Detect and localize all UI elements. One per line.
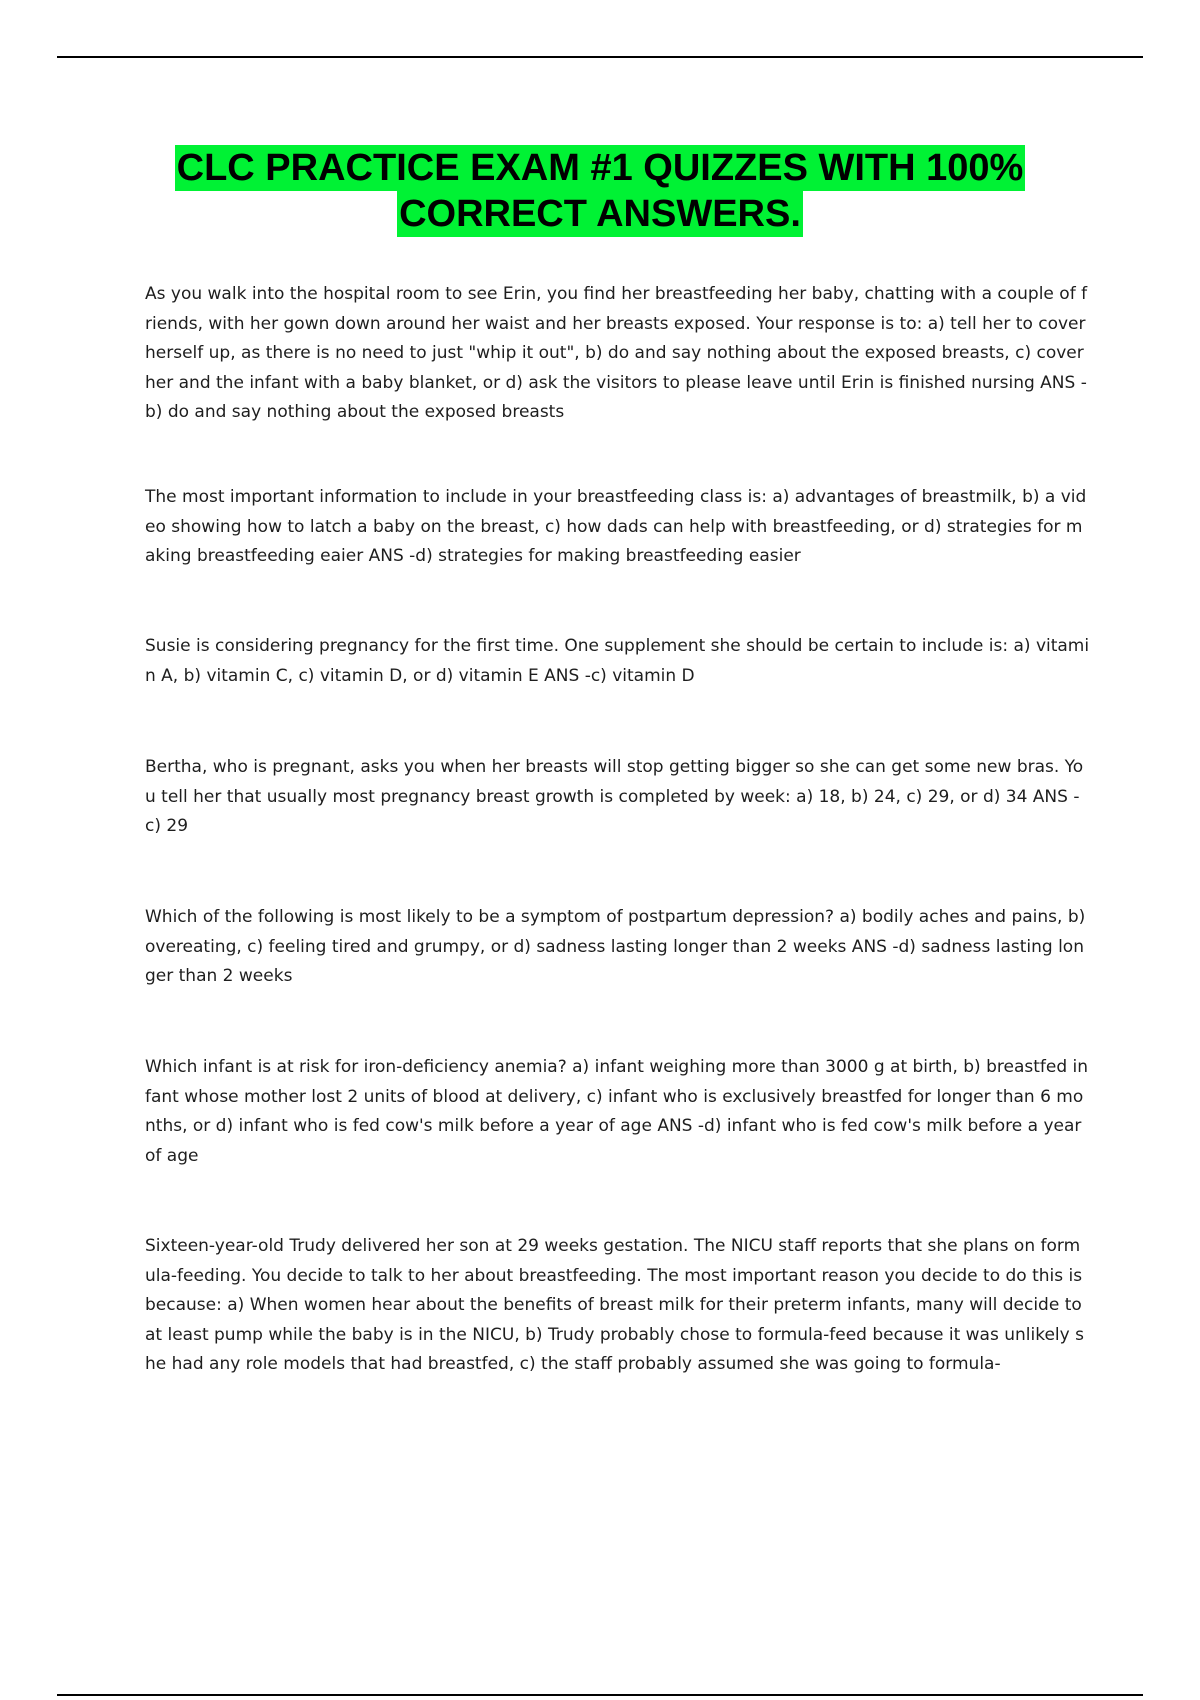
question-5: Which of the following is most likely to be a symptom of postpartum depression? a) bodily aches and pains, b) overeating, c) feeling tired and grumpy, or d) sadness lasting longer than 2 weeks ANS -d) sadness lasting longer than 2 weeks	[145, 907, 1091, 986]
top-divider	[57, 56, 1143, 58]
bottom-divider	[57, 1694, 1143, 1696]
question-2: The most important information to include in your breastfeeding class is: a) advantages of breastmilk, b) a video showing how to latch a baby on the breast, c) how dads can help with breastfeeding, or d) strategies for making breastfeeding eaier ANS -d) strategies for making breastfeeding easier	[145, 487, 1087, 566]
question-6: Which infant is at risk for iron-deficiency anemia? a) infant weighing more than 3000 g at birth, b) breastfed infant whose mother lost 2 units of blood at delivery, c) infant who is exclusively breastfed for longer than 6 months, or d) infant who is fed cow's milk before a year of age ANS -d) infant who is fed cow's milk before a year of age	[145, 1057, 1089, 1166]
question-7: Sixteen-year-old Trudy delivered her son at 29 weeks gestation. The NICU staff reports that she plans on formula-feeding. You decide to talk to her about breastfeeding. The most important reason you decide to do this is because: a) When women hear about the benefits of breast milk for their preterm infants, many will decide to at least pump while the baby is in the NICU, b) Trudy probably chose to formula-feed because it was unlikely she had any role models that had breastfed, c) the staff probably assumed she was going to formula-	[145, 1236, 1088, 1374]
question-1: As you walk into the hospital room to see Erin, you find her breastfeeding her baby, chatting with a couple of friends, with her gown down around her waist and her breasts exposed. Your response is to: a) tell her to cover herself up, as there is no need to just "whip it out", b) do and say nothing about the exposed breasts, c) cover her and the infant with a baby blanket, or d) ask the visitors to please leave until Erin is finished nursing ANS -b) do and say nothing about the exposed breasts	[145, 284, 1091, 422]
question-3: Susie is considering pregnancy for the first time. One supplement she should be certain to include is: a) vitamin A, b) vitamin C, c) vitamin D, or d) vitamin E ANS -c) vitamin D	[145, 636, 1090, 686]
title-line-2: CORRECT ANSWERS.	[399, 193, 801, 235]
question-4: Bertha, who is pregnant, asks you when her breasts will stop getting bigger so she can get some new bras. You tell her that usually most pregnancy breast growth is completed by week: a) 18, b) 24, c) 29, or d) 34 ANS -c) 29	[145, 757, 1084, 836]
title-line-1: CLC PRACTICE EXAM #1 QUIZZES WITH 100%	[176, 147, 1024, 189]
document-title	[0, 145, 1200, 237]
